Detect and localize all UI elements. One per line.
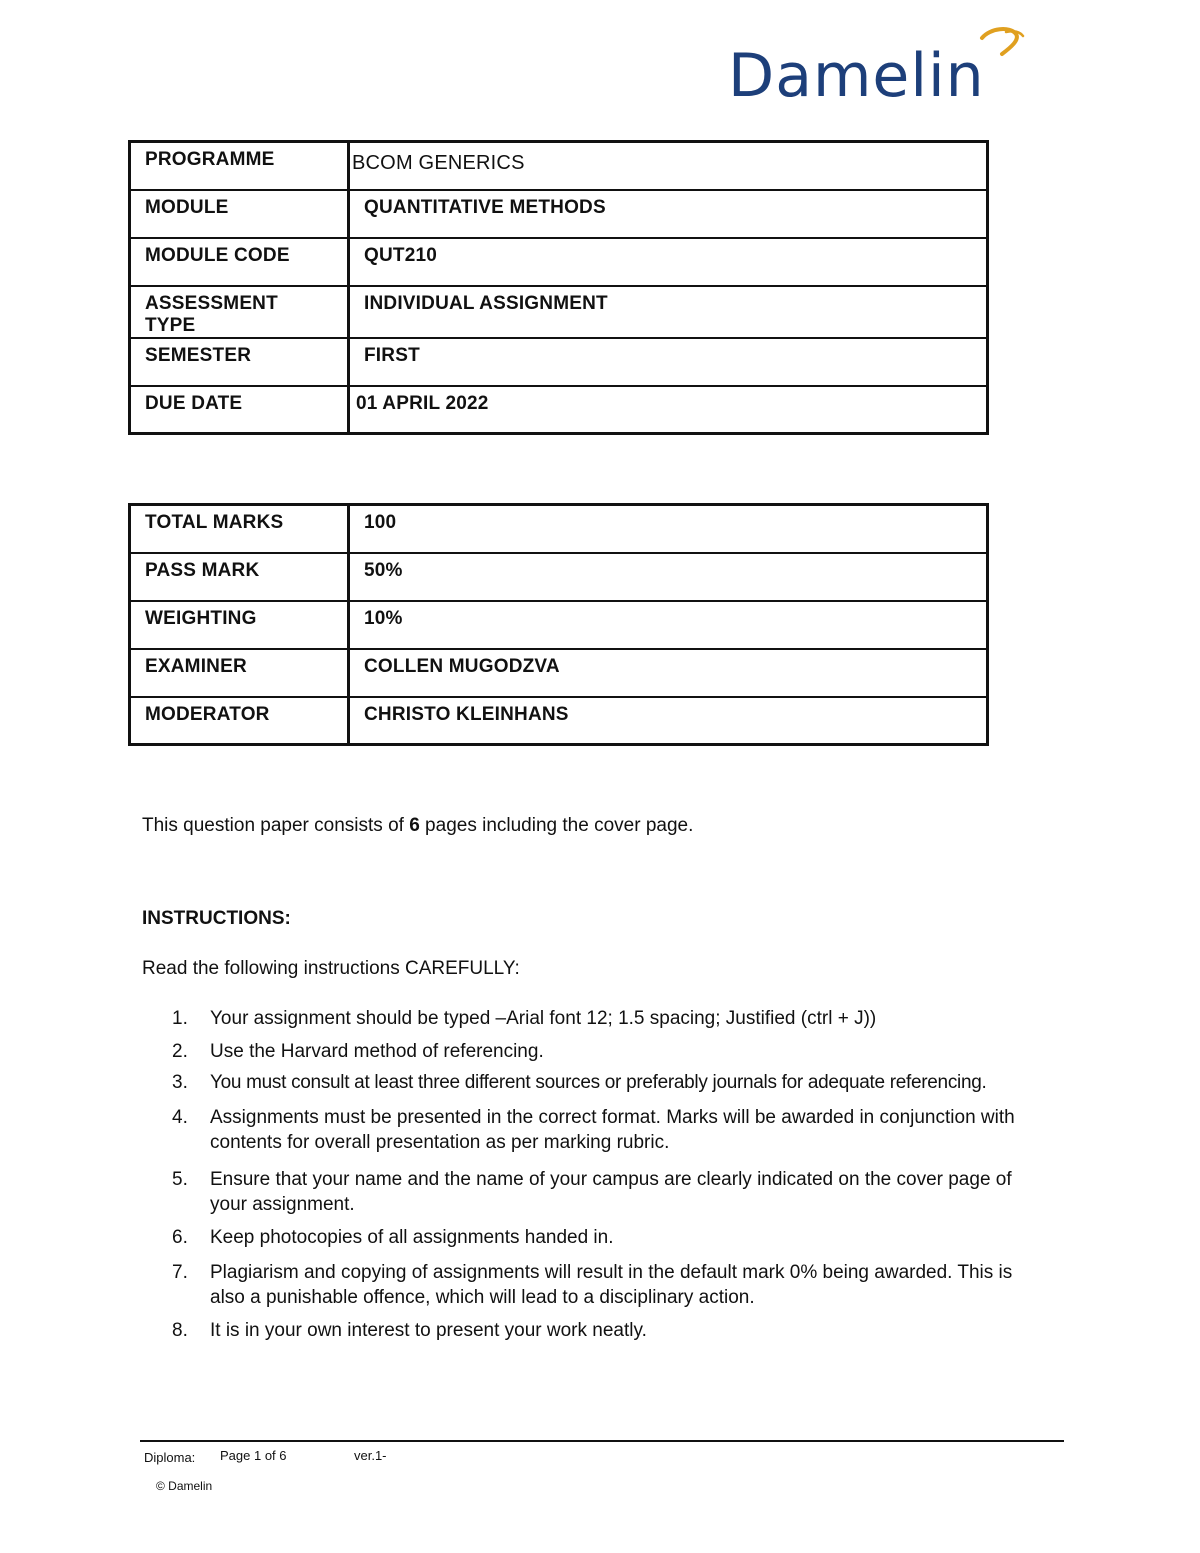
table-row xyxy=(130,553,988,601)
list-number: 4. xyxy=(172,1107,188,1128)
instructions-lead: Read the following instructions CAREFULLY: xyxy=(142,958,520,979)
list-text: Keep photocopies of all assignments handed in. xyxy=(210,1227,614,1248)
list-text: It is in your own interest to present your work neatly. xyxy=(210,1320,647,1341)
table-row xyxy=(130,338,988,386)
list-item xyxy=(172,1039,1032,1064)
table-label: MODULE xyxy=(130,190,349,238)
table-value: QUANTITATIVE METHODS xyxy=(349,190,988,238)
table-label: MODERATOR xyxy=(130,697,349,745)
damelin-logo xyxy=(728,24,1068,114)
table-row xyxy=(130,142,988,190)
instructions-heading: INSTRUCTIONS: xyxy=(142,908,291,929)
table-row xyxy=(130,697,988,745)
footer-copyright: © Damelin xyxy=(156,1479,213,1493)
table-label: DUE DATE xyxy=(130,386,349,434)
table-value: INDIVIDUAL ASSIGNMENT xyxy=(349,286,988,338)
table-label: MODULE CODE xyxy=(130,238,349,286)
list-item xyxy=(172,1225,1032,1250)
list-text: Assignments must be presented in the correct format. Marks will be awarded in conjunction with contents for overall presentation as per marking rubric. xyxy=(210,1107,1015,1153)
list-item xyxy=(172,1318,1032,1343)
table-label: ASSESSMENT TYPE xyxy=(130,286,349,338)
list-item xyxy=(172,1006,1032,1031)
list-number: 1. xyxy=(172,1008,188,1029)
table-label: WEIGHTING xyxy=(130,601,349,649)
intro-page-count: 6 xyxy=(409,815,420,836)
table-value: QUT210 xyxy=(349,238,988,286)
page-count-statement xyxy=(142,815,693,837)
table-label: SEMESTER xyxy=(130,338,349,386)
list-text: You must consult at least three different sources or preferably journals for adequate referencing. xyxy=(210,1072,987,1093)
list-text: Your assignment should be typed –Arial font 12; 1.5 spacing; Justified (ctrl + J)) xyxy=(210,1008,877,1029)
instructions-list xyxy=(172,1006,1032,1343)
table-value: 50% xyxy=(349,553,988,601)
list-number: 5. xyxy=(172,1169,188,1190)
marks-info-table xyxy=(128,503,989,746)
logo-wordmark: Damelin xyxy=(728,41,985,111)
table-value: 100 xyxy=(349,505,988,553)
list-number: 2. xyxy=(172,1041,188,1062)
table-row xyxy=(130,649,988,697)
table-row xyxy=(130,505,988,553)
list-item xyxy=(172,1167,1032,1217)
list-text: Plagiarism and copying of assignments will result in the default mark 0% being awarded. This is also a punishable offence, which will lead to a disciplinary action. xyxy=(210,1262,1013,1308)
module-info-table xyxy=(128,140,989,435)
table-value: 01 APRIL 2022 xyxy=(349,386,988,434)
table-row xyxy=(130,286,988,338)
list-item xyxy=(172,1070,1032,1095)
table-row xyxy=(130,190,988,238)
table-value: BCOM GENERICS xyxy=(349,142,988,190)
table-label: PROGRAMME xyxy=(130,142,349,190)
intro-text-before: This question paper consists of xyxy=(142,815,410,836)
list-text: Ensure that your name and the name of your campus are clearly indicated on the cover page of your assignment. xyxy=(210,1169,1012,1215)
list-number: 7. xyxy=(172,1262,188,1283)
table-row xyxy=(130,238,988,286)
table-row xyxy=(130,601,988,649)
table-value: FIRST xyxy=(349,338,988,386)
footer-diploma-label: Diploma: xyxy=(144,1450,196,1465)
table-label: TOTAL MARKS xyxy=(130,505,349,553)
list-item xyxy=(172,1105,1032,1155)
table-label: EXAMINER xyxy=(130,649,349,697)
table-row xyxy=(130,386,988,434)
list-text: Use the Harvard method of referencing. xyxy=(210,1041,544,1062)
table-value: CHRISTO KLEINHANS xyxy=(349,697,988,745)
table-label: PASS MARK xyxy=(130,553,349,601)
table-value: 10% xyxy=(349,601,988,649)
footer-version: ver.1- xyxy=(354,1448,387,1463)
intro-text-after: pages including the cover page. xyxy=(419,815,694,836)
list-item xyxy=(172,1260,1032,1310)
list-number: 6. xyxy=(172,1227,188,1248)
footer-page-number: Page 1 of 6 xyxy=(220,1448,287,1463)
list-number: 8. xyxy=(172,1320,188,1341)
table-value: COLLEN MUGODZVA xyxy=(349,649,988,697)
footer-divider xyxy=(140,1440,1064,1442)
list-number: 3. xyxy=(172,1072,188,1093)
